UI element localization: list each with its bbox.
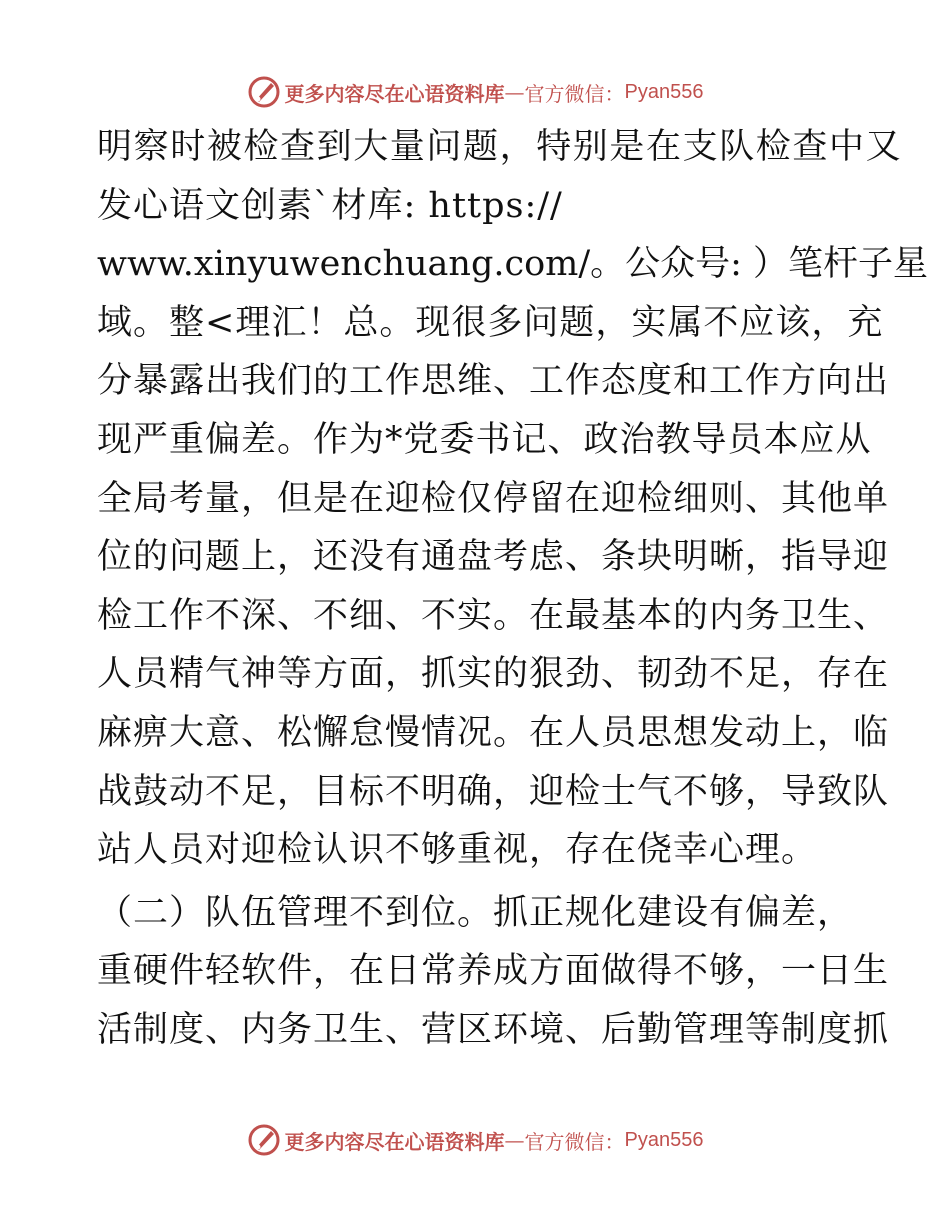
body-line: 现严重偏差。作为*党委书记、政治教导员本应从 xyxy=(97,419,872,460)
body-line: 站人员对迎检认识不够重视，存在侥幸心理。 xyxy=(97,830,818,871)
banner-sub-text: 官方微信： xyxy=(524,1129,625,1154)
body-line: 战鼓动不足，目标不明确，迎检士气不够，导致队 xyxy=(97,771,890,812)
document-body xyxy=(97,118,929,1060)
body-line: 人员精气神等方面，抓实的狠劲、韧劲不足，存在 xyxy=(97,654,890,695)
body-line: 重硬件轻软件，在日常养成方面做得不够，一日生 xyxy=(97,951,890,992)
banner-main-text: 更多内容尽在心语资料库 xyxy=(284,81,505,106)
banner-main-text: 更多内容尽在心语资料库 xyxy=(284,1129,505,1154)
banner-separator: — xyxy=(504,1128,525,1152)
body-line: 域。整<理汇！总。现很多问题，实属不应该，充 xyxy=(97,302,884,343)
body-line: www.xinyuwenchuang.com/。公众号: ）笔杆子星 xyxy=(97,244,929,285)
footer-banner xyxy=(0,1120,950,1160)
banner-separator: — xyxy=(504,80,525,104)
body-line: 明察时被检查到大量问题，特别是在支队检查中又 xyxy=(97,127,903,167)
header-banner xyxy=(0,72,950,112)
banner-sub-text: 官方微信： xyxy=(524,81,625,106)
body-line: 发心语文创素`材库: https:// xyxy=(97,185,563,226)
quill-pen-logo-icon xyxy=(247,1123,281,1157)
body-line: 检工作不深、不细、不实。在最基本的内务卫生、 xyxy=(97,595,890,636)
body-line: 全局考量，但是在迎检仅停留在迎检细则、其他单 xyxy=(97,478,890,519)
quill-pen-logo-icon xyxy=(247,75,281,109)
section-heading-line: （二）队伍管理不到位。抓正规化建设有偏差， xyxy=(97,892,854,933)
body-line: 活制度、内务卫生、营区环境、后勤管理等制度抓 xyxy=(97,1009,890,1050)
body-line: 麻痹大意、松懈怠慢情况。在人员思想发动上，临 xyxy=(97,712,890,753)
banner-wechat-id: Pyan556 xyxy=(624,1128,704,1151)
body-line: 分暴露出我们的工作思维、工作态度和工作方向出 xyxy=(97,361,890,402)
body-line: 位的问题上，还没有通盘考虑、条块明晰，指导迎 xyxy=(97,537,890,578)
banner-wechat-id: Pyan556 xyxy=(624,80,704,103)
